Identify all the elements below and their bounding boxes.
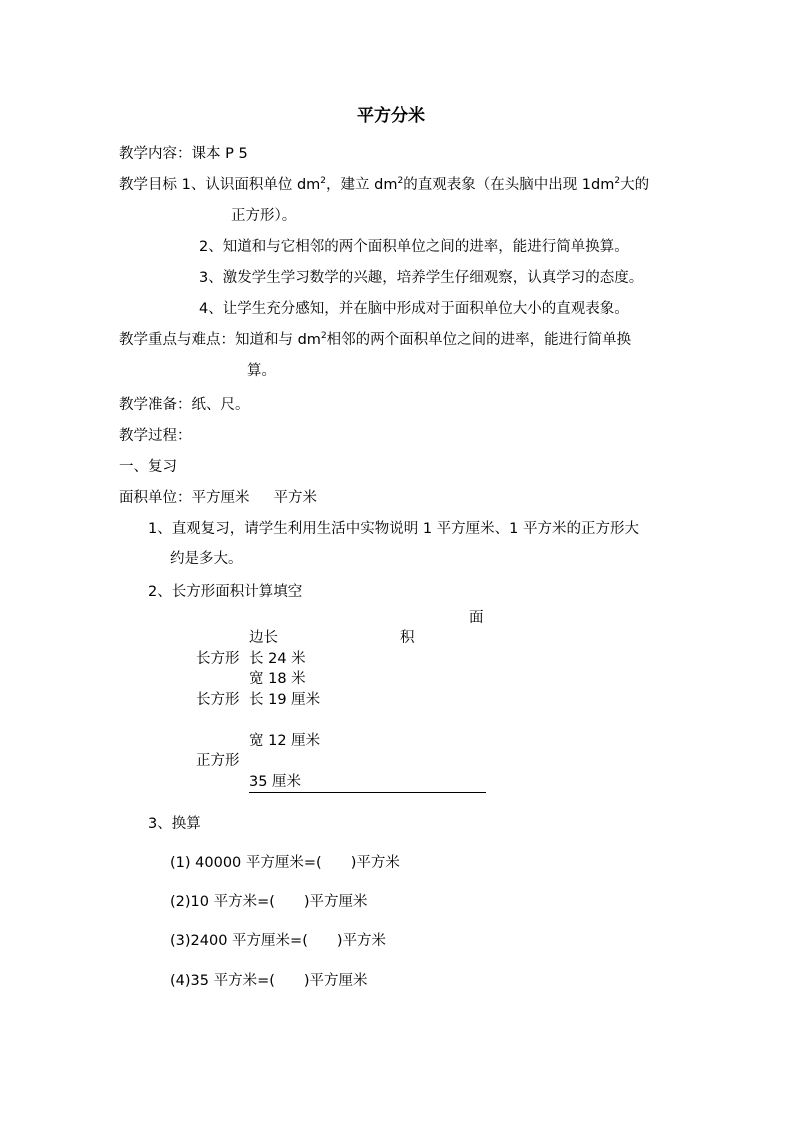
table-row1-label: 长方形 bbox=[196, 651, 240, 667]
table-row3-side: 35 厘米 bbox=[249, 774, 302, 790]
key-points: 教学重点与难点：知道和与 $dm^2$相邻的两个面积单位之间的进率，能进行简单换 bbox=[119, 331, 632, 348]
conversion-4: (4)35 平方米=( )平方厘米 bbox=[170, 973, 368, 989]
table-row1-width: 宽 18 米 bbox=[249, 671, 306, 687]
table-head-area-top: 面 bbox=[469, 610, 484, 626]
table-head-area-bottom: 积 bbox=[400, 630, 415, 646]
table-bottom-rule bbox=[249, 792, 486, 793]
question-3: 3、换算 bbox=[148, 816, 201, 832]
goal-item-1: 教学目标 1、认识面积单位 $dm^2$，建立 $dm^2$的直观表象（在头脑中出现 $1dm^2$大的 bbox=[119, 176, 650, 193]
question-2: 2、长方形面积计算填空 bbox=[148, 584, 303, 600]
goal-item-2: 2、知道和与它相邻的两个面积单位之间的进率，能进行简单换算。 bbox=[199, 239, 629, 255]
teaching-content: 教学内容：课本 P 5 bbox=[119, 146, 248, 162]
question-1: 1、直观复习，请学生利用生活中实物说明 1 平方厘米、1 平方米的正方形大 bbox=[148, 521, 640, 537]
goal-item-4: 4、让学生充分感知，并在脑中形成对于面积单位大小的直观表象。 bbox=[199, 301, 629, 317]
goal-item-1-cont: 正方形）。 bbox=[231, 208, 297, 224]
conversion-2: (2)10 平方米=( )平方厘米 bbox=[170, 894, 368, 910]
key-points-cont: 算。 bbox=[247, 363, 276, 379]
table-row2-width: 宽 12 厘米 bbox=[249, 733, 321, 749]
teaching-prep: 教学准备：纸、尺。 bbox=[119, 397, 250, 413]
table-row1-length: 长 24 米 bbox=[249, 651, 306, 667]
area-units: 面积单位：平方厘米 平方米 bbox=[119, 490, 317, 506]
table-row2-label: 长方形 bbox=[196, 692, 240, 708]
teaching-process: 教学过程： bbox=[119, 428, 192, 444]
conversion-3: (3)2400 平方厘米=( )平方米 bbox=[170, 933, 387, 949]
table-head-side: 边长 bbox=[249, 630, 278, 646]
table-row2-length: 长 19 厘米 bbox=[249, 692, 321, 708]
page-title: 平方分米 bbox=[357, 106, 425, 126]
goal-item-3: 3、激发学生学习数学的兴趣，培养学生仔细观察，认真学习的态度。 bbox=[199, 270, 644, 286]
question-1-cont: 约是多大。 bbox=[170, 551, 243, 567]
goals-label: 教学目标 bbox=[119, 177, 177, 193]
conversion-1: (1) 40000 平方厘米=( )平方米 bbox=[170, 855, 400, 871]
section-review: 一、复习 bbox=[119, 459, 177, 475]
table-row3-label: 正方形 bbox=[196, 753, 240, 769]
